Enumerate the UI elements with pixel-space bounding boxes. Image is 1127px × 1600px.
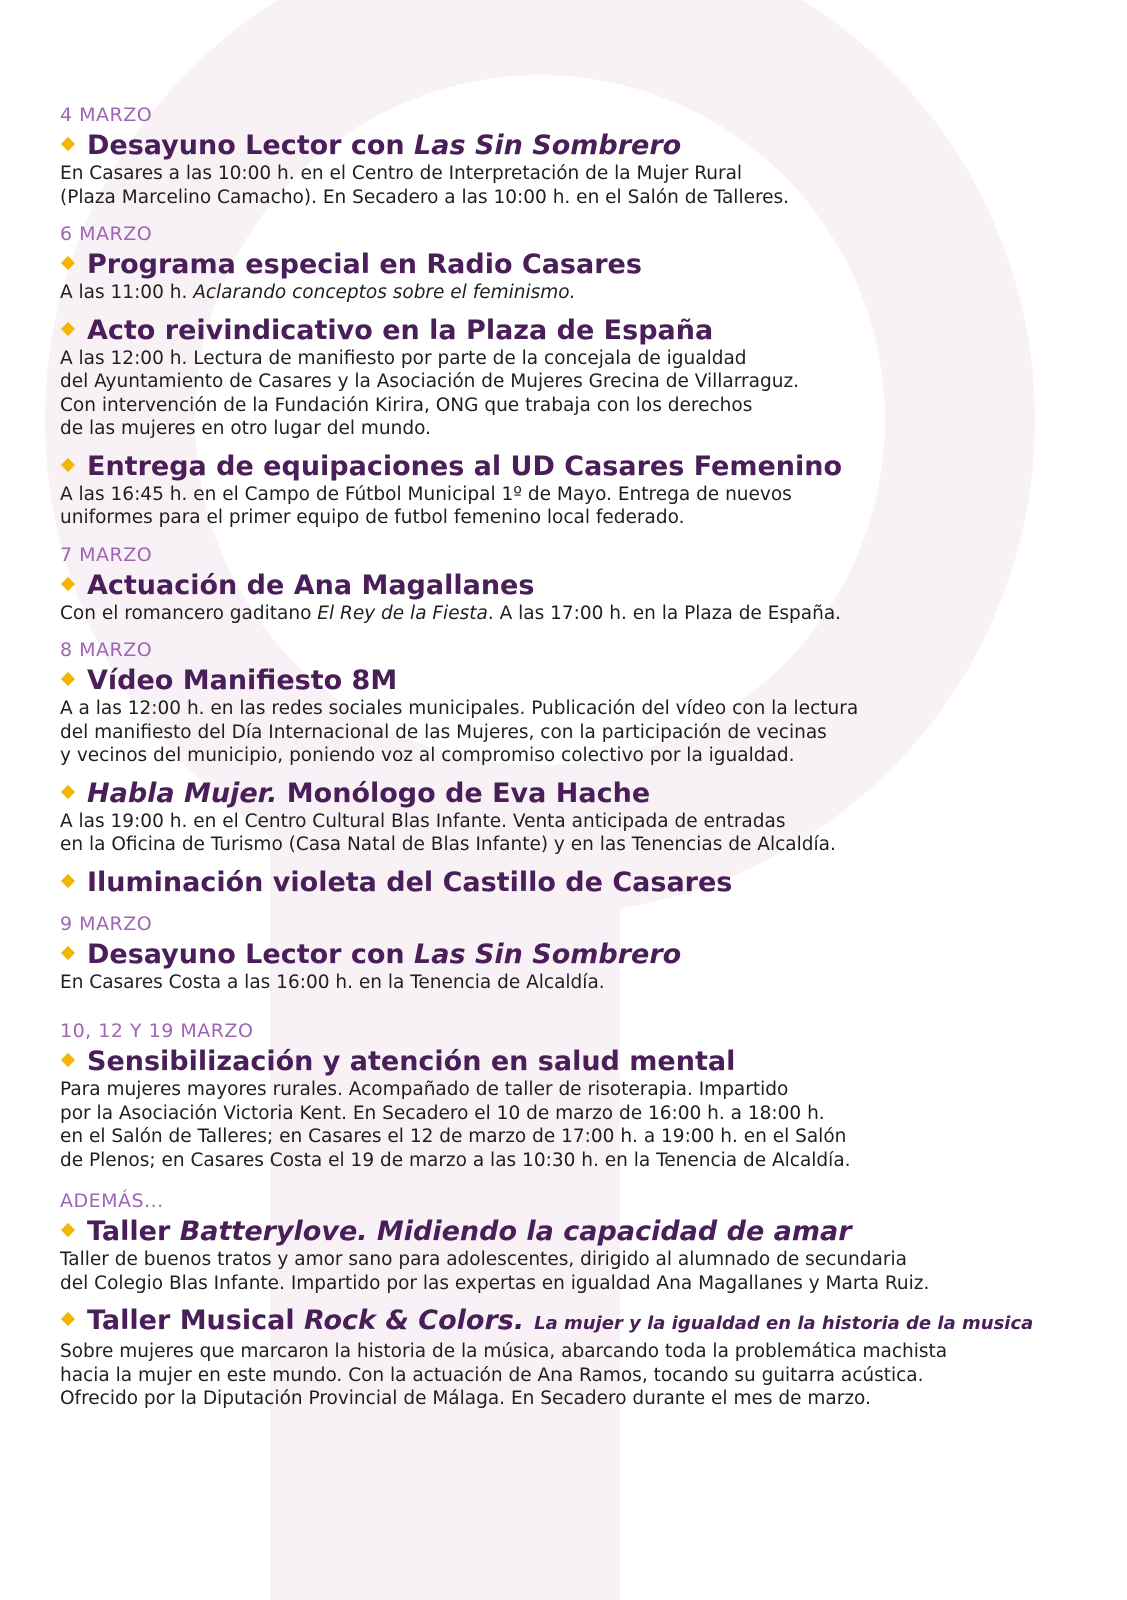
description-line	[60, 281, 1110, 305]
description-line: En Casares Costa a las 16:00 h. en la Tenencia de Alcaldía.	[60, 971, 605, 993]
description-line: de las mujeres en otro lugar del mundo.	[60, 418, 431, 439]
event-item	[60, 248, 1110, 305]
date-block	[60, 1190, 1110, 1411]
date-block	[60, 1020, 1110, 1172]
diamond-icon	[61, 873, 75, 887]
diamond-icon	[61, 457, 75, 471]
event-title-text: Acto reivindicativo en la Plaza de España	[87, 314, 714, 346]
description-line: Ofrecido por la Diputación Provincial de Málaga. En Secadero durante el mes de marzo.	[60, 1388, 871, 1409]
event-description	[60, 971, 1110, 995]
event-item	[60, 450, 1110, 530]
date-heading: 6 MARZO	[60, 223, 153, 245]
event-title-text: Vídeo Manifiesto 8M	[87, 665, 398, 696]
event-title	[60, 314, 1110, 347]
event-item	[60, 1045, 1110, 1172]
event-description	[60, 1078, 1110, 1172]
date-heading: 4 MARZO	[60, 104, 153, 126]
event-title-text: Sensibilización y atención en salud mental	[87, 1046, 736, 1077]
event-description	[60, 281, 1110, 305]
diamond-icon	[61, 137, 75, 151]
description-line: Para mujeres mayores rurales. Acompañado de taller de risoterapia. Impartido	[60, 1079, 789, 1100]
description-line: en el Salón de Talleres; en Casares el 12 de marzo de 17:00 h. a 19:00 h. en el Salón	[60, 1126, 847, 1147]
event-description	[60, 697, 1110, 768]
event-title	[60, 569, 1110, 602]
date-block	[60, 544, 1110, 626]
description-line: (Plaza Marcelino Camacho). En Secadero a las 10:00 h. en el Salón de Talleres.	[60, 186, 790, 208]
date-block	[60, 639, 1110, 899]
diamond-icon	[61, 321, 75, 335]
description-line: de Plenos; en Casares Costa el 19 de marzo a las 10:30 h. en la Tenencia de Alcaldía.	[60, 1149, 851, 1171]
description-italic: El Rey de la Fiesta	[317, 602, 488, 624]
date-heading: 8 MARZO	[60, 639, 153, 661]
description-line: y vecinos del municipio, poniendo voz al compromiso colectivo por la igualdad.	[60, 745, 795, 766]
event-item	[60, 129, 1110, 209]
description-line: del Ayuntamiento de Casares y la Asociación de Mujeres Grecina de Villarraguz.	[60, 371, 800, 392]
diamond-icon	[61, 784, 75, 798]
event-title	[60, 450, 1110, 483]
description-line: Con intervención de la Fundación Kirira, ONG que trabaja con los derechos	[60, 394, 753, 416]
event-item	[60, 314, 1110, 441]
event-title	[60, 938, 1110, 971]
event-item	[60, 777, 1110, 857]
description-text: A las 11:00 h.	[60, 282, 194, 303]
diamond-icon	[61, 256, 75, 270]
event-description	[60, 602, 1110, 626]
description-line: Taller de buenos tratos y amor sano para adolescentes, dirigido al alumnado de secundaria	[60, 1249, 907, 1270]
description-italic: Aclarando conceptos sobre el feminismo.	[193, 282, 576, 303]
date-block	[60, 913, 1110, 995]
event-description	[60, 1248, 1110, 1295]
event-title-text: Monólogo de Eva Hache	[277, 777, 651, 809]
event-item	[60, 866, 1110, 899]
event-description	[60, 483, 1110, 530]
diamond-icon	[61, 1053, 75, 1067]
diamond-icon	[61, 576, 75, 590]
event-item	[60, 938, 1110, 995]
description-line: A las 16:45 h. en el Campo de Fútbol Municipal 1º de Mayo. Entrega de nuevos	[60, 483, 792, 505]
event-title	[60, 664, 1110, 697]
description-line: del manifiesto del Día Internacional de las Mujeres, con la participación de vecinas	[60, 721, 827, 743]
event-title	[60, 1045, 1110, 1078]
event-title-text: Taller	[87, 1216, 180, 1247]
diamond-icon	[61, 945, 75, 959]
diamond-icon	[61, 1223, 75, 1237]
description-text: Con el romancero gaditano	[60, 602, 318, 624]
event-title	[60, 777, 1110, 810]
date-heading: 7 MARZO	[60, 543, 153, 566]
event-title-text: Desayuno Lector con	[87, 938, 415, 970]
event-item	[60, 1215, 1110, 1295]
event-description	[60, 810, 1110, 857]
event-title-text: Desayuno Lector con	[87, 130, 415, 161]
date-block	[60, 104, 1110, 209]
event-title	[60, 866, 1110, 899]
description-line: hacia la mujer en este mundo. Con la actuación de Ana Ramos, tocando su guitarra acústica.	[60, 1364, 924, 1386]
description-line: Sobre mujeres que marcaron la historia de la música, abarcando toda la problemática machista	[60, 1341, 948, 1362]
event-title-text: Iluminación violeta del Castillo de Casares	[87, 866, 733, 898]
event-title	[60, 129, 1110, 162]
description-line: en la Oficina de Turismo (Casa Natal de Blas Infante) y en las Tenencias de Alcaldía.	[60, 834, 836, 855]
date-heading: 9 MARZO	[60, 912, 153, 935]
event-item	[60, 1304, 1110, 1411]
event-item	[60, 569, 1110, 626]
event-title	[60, 1304, 1110, 1340]
date-block	[60, 223, 1110, 530]
event-program	[60, 104, 1110, 1420]
event-title-text: Actuación de Ana Magallanes	[87, 569, 535, 601]
event-title-italic: Las Sin Sombrero	[414, 938, 682, 970]
description-line: A las 12:00 h. Lectura de manifiesto por parte de la concejala de igualdad	[60, 347, 747, 369]
event-title-italic: Las Sin Sombrero	[414, 130, 682, 161]
event-title-text: Taller Musical	[87, 1305, 304, 1336]
event-description	[60, 1340, 1110, 1411]
description-line: En Casares a las 10:00 h. en el Centro de Interpretación de la Mujer Rural	[60, 163, 743, 184]
event-title-italic: Batterylove. Midiendo la capacidad de amar	[179, 1216, 852, 1247]
event-title	[60, 1215, 1110, 1248]
event-title	[60, 248, 1110, 281]
event-subtitle: La mujer y la igualdad en la historia de la musica	[534, 1313, 1034, 1334]
date-heading: ADEMÁS...	[60, 1190, 164, 1212]
event-item	[60, 664, 1110, 768]
event-description	[60, 347, 1110, 441]
event-title-text: Programa especial en Radio Casares	[87, 249, 642, 280]
description-line: del Colegio Blas Infante. Impartido por las expertas en igualdad Ana Magallanes y Marta Ruiz.	[60, 1272, 930, 1294]
diamond-icon	[61, 1312, 75, 1326]
description-line: uniformes para el primer equipo de futbol femenino local federado.	[60, 507, 685, 528]
description-text: . A las 17:00 h. en la Plaza de España.	[487, 602, 842, 624]
description-line: por la Asociación Victoria Kent. En Secadero el 10 de marzo de 16:00 h. a 18:00 h.	[60, 1102, 825, 1124]
event-title-italic: Rock & Colors.	[304, 1305, 525, 1336]
event-title-italic: Habla Mujer.	[87, 777, 278, 809]
diamond-icon	[61, 672, 75, 686]
description-line	[60, 602, 1110, 626]
description-line: A las 19:00 h. en el Centro Cultural Blas Infante. Venta anticipada de entradas	[60, 810, 786, 832]
event-title-text: Entrega de equipaciones al UD Casares Femenino	[87, 450, 843, 482]
event-description	[60, 162, 1110, 209]
date-heading: 10, 12 Y 19 MARZO	[60, 1020, 254, 1042]
description-line: A a las 12:00 h. en las redes sociales municipales. Publicación del vídeo con la lectura	[60, 698, 859, 719]
